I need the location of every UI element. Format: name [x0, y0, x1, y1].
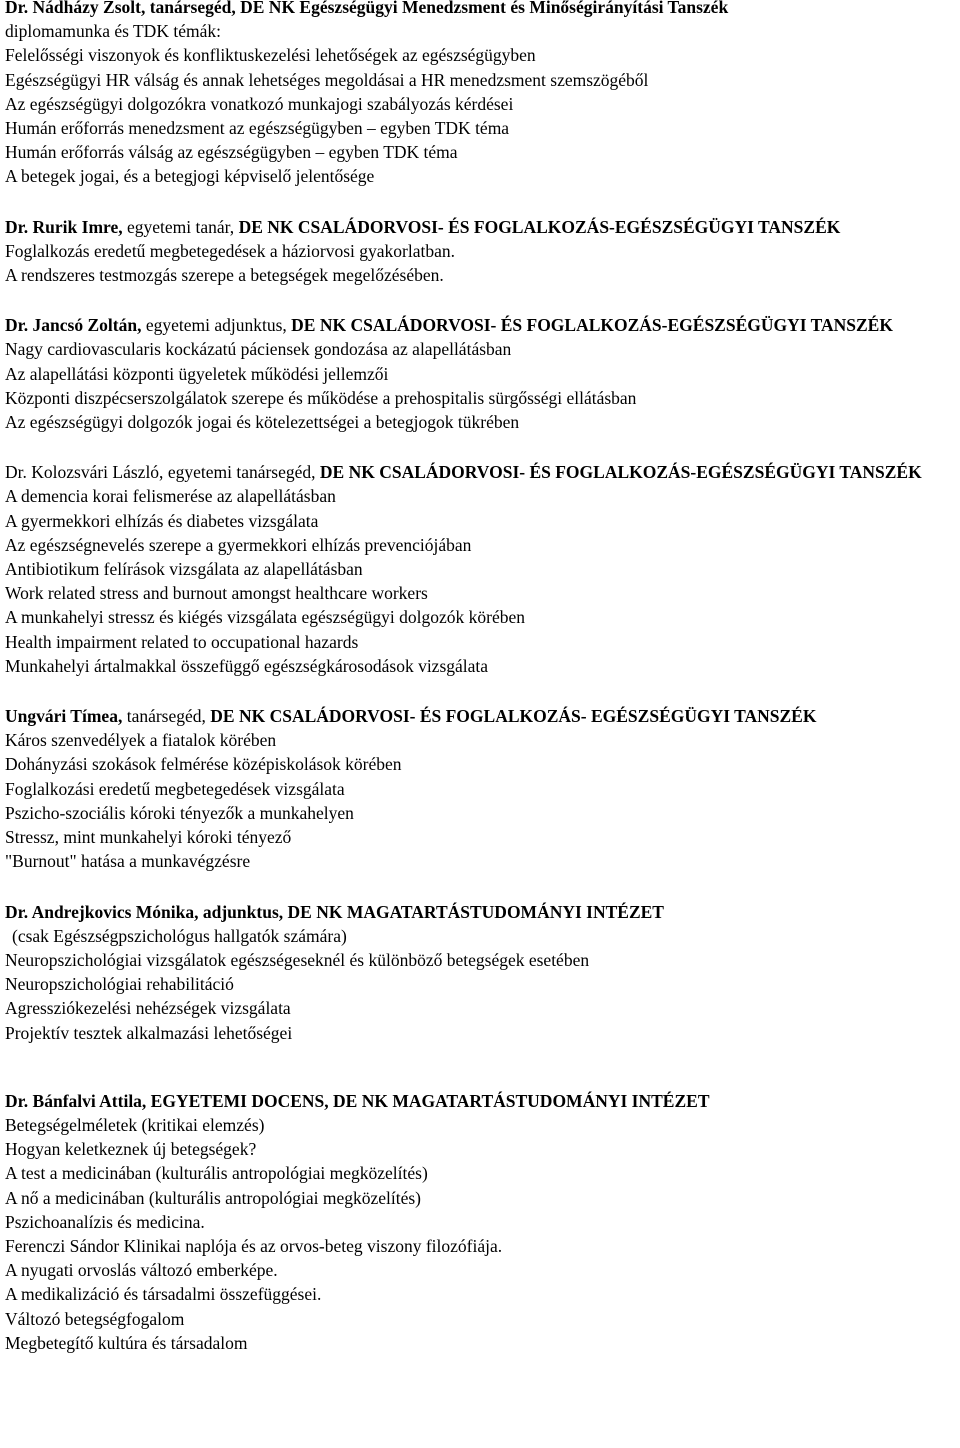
topic-item: Az egészségnevelés szerepe a gyermekkori elhízás prevenciójában [5, 534, 472, 555]
topic-item: Work related stress and burnout amongst healthcare workers [5, 583, 428, 604]
topic-item: Hogyan keletkeznek új betegségek? [5, 1139, 257, 1160]
section-heading [5, 704, 955, 728]
document-page [5, 0, 955, 1355]
section-heading [5, 0, 955, 19]
section-heading [5, 313, 955, 337]
topic-item: A nyugati orvoslás változó emberképe. [5, 1260, 278, 1281]
heading-part: Dr. Rurik Imre, [5, 216, 128, 237]
heading-part: DE NK CSALÁDORVOSI- ÉS FOGLALKOZÁS- EGÉSZSÉGÜGYI TANSZÉK [210, 706, 817, 727]
heading-part: Dr. Andrejkovics Mónika, adjunktus, DE NK MAGATARTÁSTUDOMÁNYI INTÉZET [5, 901, 664, 922]
heading-part: DE NK CSALÁDORVOSI- ÉS FOGLALKOZÁS-EGÉSZSÉGÜGYI TANSZÉK [319, 462, 922, 483]
topic-item: Felelősségi viszonyok és konfliktuskezelési lehetőségek az egészségügyben [5, 45, 536, 66]
topic-item: Agressziókezelési nehézségek vizsgálata [5, 998, 291, 1019]
topic-item: A rendszeres testmozgás szerepe a betegségek megelőzésében. [5, 265, 444, 286]
heading-part: Dr. Kolozsvári László, [5, 462, 168, 483]
heading-part: egyetemi tanársegéd, [167, 462, 320, 483]
section-banfalvi [5, 1089, 955, 1355]
topic-item: Foglalkozási eredetű megbetegedések vizsgálata [5, 778, 345, 799]
topic-item: A test a medicinában (kulturális antropológiai megközelítés) [5, 1163, 428, 1184]
heading-part: tanársegéd, [126, 706, 211, 727]
topic-item: Az alapellátási központi ügyeletek működési jellemzői [5, 363, 389, 384]
topic-item: Foglalkozás eredetű megbetegedések a háziorvosi gyakorlatban. [5, 240, 455, 261]
topic-item: Ferenczi Sándor Klinikai naplója és az orvos-beteg viszony filozófiája. [5, 1235, 503, 1256]
topic-item: A gyermekkori elhízás és diabetes vizsgálata [5, 510, 319, 531]
heading-part: egyetemi adjunktus, [145, 315, 292, 336]
heading-part: egyetemi tanár, [127, 216, 239, 237]
topic-item: Antibiotikum felírások vizsgálata az alapellátásban [5, 559, 363, 580]
topic-item: Betegségelméletek (kritikai elemzés) [5, 1114, 265, 1135]
topic-item: A munkahelyi stressz és kiégés vizsgálata egészségügyi dolgozók körében [5, 607, 525, 628]
topic-item: Változó betegségfogalom [5, 1308, 185, 1329]
section-kolozsvari [5, 460, 955, 678]
topic-item: Pszicho-szociális kóroki tényezők a munkahelyen [5, 802, 354, 823]
topic-item: A betegek jogai, és a betegjogi képviselő jelentősége [5, 166, 375, 187]
topic-item: Humán erőforrás válság az egészségügyben – egyben TDK téma [5, 142, 458, 163]
section-heading [5, 215, 955, 239]
topic-item: Egészségügyi HR válság és annak lehetséges megoldásai a HR menedzsment szemszögéből [5, 69, 649, 90]
topic-item: A nő a medicinában (kulturális antropológiai megközelítés) [5, 1187, 421, 1208]
topic-item: Neuropszichológiai rehabilitáció [5, 974, 234, 995]
topic-item: Nagy cardiovascularis kockázatú páciensek gondozása az alapellátásban [5, 339, 512, 360]
topic-item: Pszichoanalízis és medicina. [5, 1211, 205, 1232]
topic-item: Munkahelyi ártalmakkal összefüggő egészségkárosodások vizsgálata [5, 655, 489, 676]
section-ungvari [5, 704, 955, 873]
section-heading [5, 900, 955, 924]
topic-item: Neuropszichológiai vizsgálatok egészségeseknél és különböző betegségek esetében [5, 949, 590, 970]
section-heading [5, 460, 955, 484]
heading-part: Ungvári Tímea, [5, 706, 127, 727]
audience-note: (csak Egészségpszichológus hallgatók számára) [12, 925, 347, 946]
heading-part: Dr. Jancsó Zoltán, [5, 315, 146, 336]
topic-item: diplomamunka és TDK témák: [5, 21, 221, 42]
topic-item: Megbetegítő kultúra és társadalom [5, 1332, 248, 1353]
topic-item: Dohányzási szokások felmérése középiskolások körében [5, 754, 402, 775]
topic-item: A medikalizáció és társadalmi összefüggései. [5, 1284, 322, 1305]
topic-item: Központi diszpécserszolgálatok szerepe és működése a prehospitalis sürgősségi ellátásban [5, 387, 637, 408]
topic-item: Az egészségügyi dolgozókra vonatkozó munkajogi szabályozás kérdései [5, 93, 514, 114]
topic-item: Humán erőforrás menedzsment az egészségügyben – egyben TDK téma [5, 118, 510, 139]
section-andrejkovics [5, 900, 955, 1045]
heading-part: DE NK CSALÁDORVOSI- ÉS FOGLALKOZÁS-EGÉSZSÉGÜGYI TANSZÉK [238, 216, 841, 237]
topic-item: Projektív tesztek alkalmazási lehetőségei [5, 1022, 293, 1043]
topic-item: Health impairment related to occupational hazards [5, 631, 359, 652]
topic-item: A demencia korai felismerése az alapellátásban [5, 486, 336, 507]
section-heading [5, 1089, 955, 1113]
section-rurik [5, 215, 955, 288]
heading-part: DE NK CSALÁDORVOSI- ÉS FOGLALKOZÁS-EGÉSZSÉGÜGYI TANSZÉK [291, 315, 893, 336]
topic-item: "Burnout" hatása a munkavégzésre [5, 851, 251, 872]
topic-item: Stressz, mint munkahelyi kóroki tényező [5, 827, 292, 848]
topic-item: Káros szenvedélyek a fiatalok körében [5, 730, 277, 751]
heading-part: Dr. Nádházy Zsolt, tanársegéd, DE NK Egészségügyi Menedzsment és Minőségirányítási Tanszék [5, 0, 729, 17]
section-jancso [5, 313, 955, 434]
section-nadhazy [5, 0, 955, 189]
heading-part: Dr. Bánfalvi Attila, EGYETEMI DOCENS, DE NK MAGATARTÁSTUDOMÁNYI INTÉZET [5, 1090, 710, 1111]
topic-item: Az egészségügyi dolgozók jogai és kötelezettségei a betegjogok tükrében [5, 412, 520, 433]
